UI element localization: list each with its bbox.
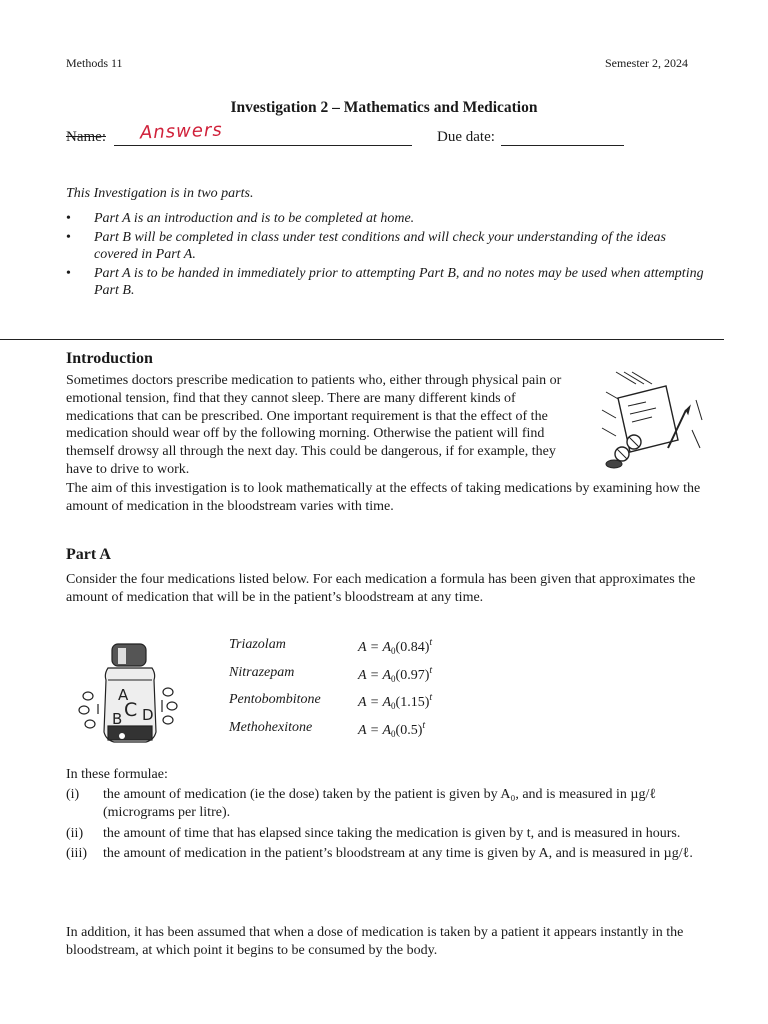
list-item: (iii) the amount of medication in the patient’s bloodstream at any time is given by A, and is measured in µg/ℓ. <box>66 846 693 862</box>
list-item <box>229 720 529 748</box>
list-item <box>229 692 529 720</box>
medication-name: Methohexitone <box>229 719 313 735</box>
bullet-icon: • <box>66 211 71 226</box>
due-date-line <box>501 145 624 146</box>
course-label: Methods 11 <box>66 56 123 70</box>
name-row <box>66 119 706 151</box>
part-a-paragraph: Consider the four medications listed below. For each medication a formula has been given that approximates the amount of medication that will be in the patient’s bloodstream at any time. <box>66 572 696 605</box>
list-item: • Part B will be completed in class under test conditions and will check your understanding of the ideas covered in Part A. <box>66 230 666 262</box>
medication-list <box>229 637 529 747</box>
list-item: • Part A is an introduction and is to be completed at home. <box>66 211 415 226</box>
medication-formula: $A = A_0(1.15)^t$ <box>358 692 433 711</box>
bullet-icon: • <box>66 230 71 245</box>
medication-formula: $A = A_0(0.84)^t$ <box>358 637 433 656</box>
introduction-paragraph: Sometimes doctors prescribe medication to patients who, either through physical pain or emotional tension, find that they cannot sleep. There are many different kinds of medications that can be prescribed. One important requirement is that the effect of the medication should wear off by the following morning. Otherwise the patient will find themself drowsy all through the next day. This could be dangerous, if for example, they have to drive to work. <box>66 373 562 477</box>
list-item: (ii) the amount of time that has elapsed since taking the medication is given by t, and is measured in hours. <box>66 825 681 841</box>
list-item: (i) the amount of medication (ie the dose) taken by the patient is given by A₀, and is measured in µg/ℓ (micrograms per litre). <box>66 787 657 820</box>
name-answer-handwriting: Answers <box>139 119 224 144</box>
bottle-label-d: D <box>142 706 154 724</box>
bullet-icon: • <box>66 266 71 281</box>
due-date-label: Due date: <box>437 129 495 145</box>
name-label: Name: <box>66 129 106 145</box>
list-item: • Part A is to be handed in immediately prior to attempting Part B, and no notes may be used when attempting Part B. <box>66 266 704 298</box>
medication-name: Nitrazepam <box>229 664 295 680</box>
medication-formula: $A = A_0(0.5)^t$ <box>358 719 426 739</box>
formulae-definitions <box>66 786 726 866</box>
formulae-intro: In these formulae: <box>66 767 168 782</box>
bottle-label-b: B <box>112 710 123 728</box>
name-line <box>114 145 412 146</box>
medication-formula: $A = A_0(0.97)^t$ <box>358 664 433 684</box>
section-divider <box>0 339 724 340</box>
introduction-heading: Introduction <box>66 350 153 367</box>
list-item <box>229 637 529 665</box>
assumption-paragraph: In addition, it has been assumed that when a dose of medication is taken by a patient it appears instantly in the bloodstream, at which point it begins to be consumed by the body. <box>66 925 684 958</box>
two-parts-note: This Investigation is in two parts. <box>66 186 254 201</box>
prescription-clipboard-icon <box>596 370 706 470</box>
part-a-heading: Part A <box>66 546 111 563</box>
bottle-label-a: A <box>118 686 129 704</box>
list-item <box>229 665 529 693</box>
bullet-list <box>66 210 706 301</box>
semester-label: Semester 2, 2024 <box>605 56 688 70</box>
bottle-label-c: C <box>124 699 138 721</box>
page-title: Investigation 2 – Mathematics and Medication <box>230 99 538 116</box>
medicine-bottle-icon <box>78 640 182 748</box>
aim-paragraph: The aim of this investigation is to look mathematically at the effects of taking medications by examining how the amount of medication in the bloodstream varies with time. <box>66 481 701 514</box>
medication-name: Triazolam <box>229 637 286 652</box>
medication-name: Pentobombitone <box>229 692 321 707</box>
